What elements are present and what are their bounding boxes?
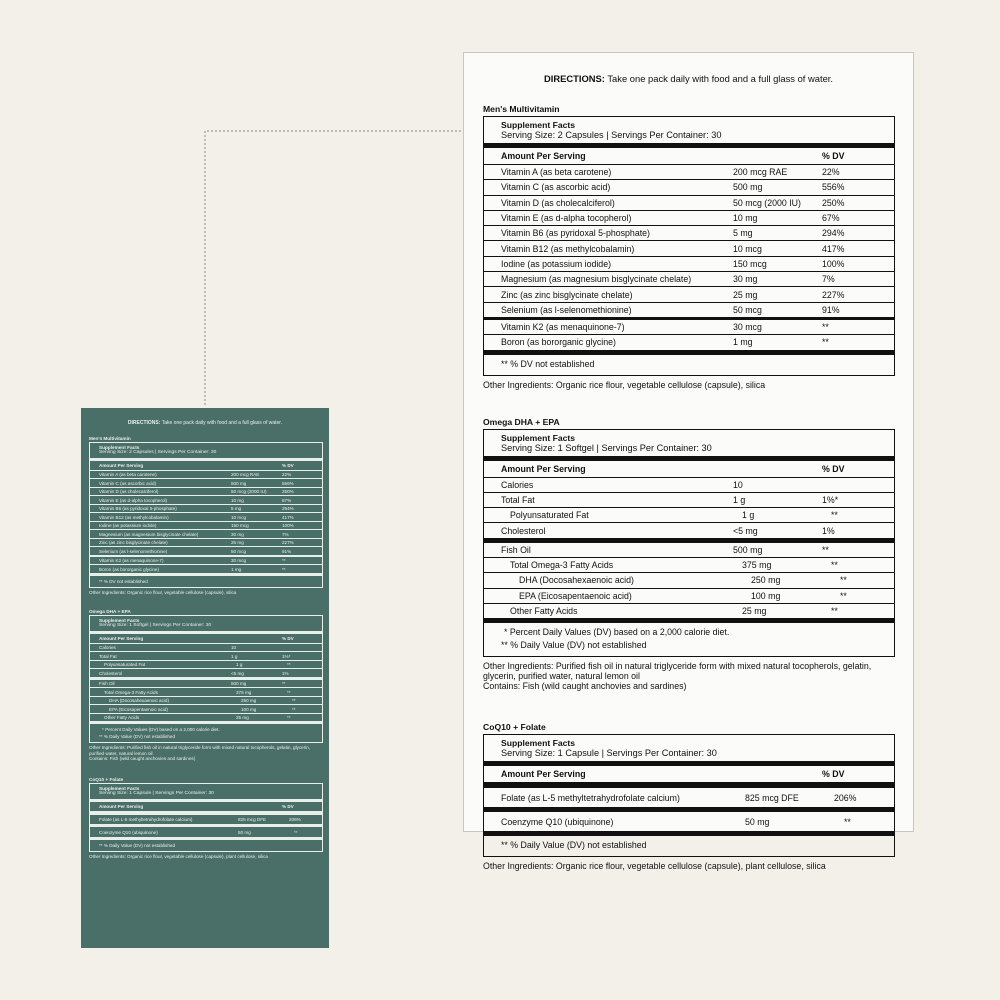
- nutrient-name: Other Fatty Acids: [104, 715, 140, 721]
- nutrient-dv: **: [831, 560, 838, 571]
- facts-table-omega: [89, 615, 323, 743]
- nutrient-row: [90, 815, 322, 825]
- nutrient-name: Vitamin E (as d-alpha tocopherol): [501, 213, 632, 224]
- nutrient-amount: <5 mg: [733, 525, 758, 536]
- dv-note: ** % Daily Value (DV) not established: [99, 842, 176, 848]
- nutrient-dv: **: [831, 510, 838, 521]
- nutrient-amount: 5 mg: [231, 506, 242, 512]
- nutrient-row: [484, 573, 894, 588]
- nutrient-dv: **: [282, 566, 286, 572]
- facts-title: Supplement Facts: [501, 120, 576, 130]
- nutrient-amount: 50 mcg: [733, 304, 762, 315]
- other-ingredients: Other Ingredients: Organic rice flour, vegetable cellulose (capsule), plant cellulose, silica: [89, 853, 268, 859]
- nutrient-dv: 1%*: [282, 653, 291, 659]
- nutrient-row: [90, 505, 322, 514]
- nutrient-row: [484, 335, 894, 349]
- nutrient-name: EPA (Eicosapentaenoic acid): [519, 590, 632, 601]
- nutrient-dv: **: [292, 698, 296, 704]
- nutrient-name: Cholesterol: [99, 670, 123, 676]
- nutrient-amount: 200 mcg RAE: [231, 472, 260, 478]
- nutrient-row: [90, 539, 322, 548]
- facts-header: [90, 784, 322, 799]
- col-amount: Amount Per Serving: [99, 803, 144, 809]
- other-ingredients: Other Ingredients: Organic rice flour, vegetable cellulose (capsule), plant cellulose, silica: [483, 861, 826, 872]
- nutrient-amount: 25 mg: [733, 289, 758, 300]
- nutrient-dv: 206%: [834, 792, 857, 803]
- nutrient-amount: 5 mg: [733, 228, 753, 239]
- nutrient-name: Polyunsaturated Fat: [104, 662, 146, 668]
- nutrient-name: Coenzyme Q10 (ubiquinone): [501, 816, 614, 827]
- other-ingredients: Other Ingredients: Organic rice flour, vegetable cellulose (capsule), silica: [483, 379, 766, 390]
- col-amount: Amount Per Serving: [99, 462, 144, 468]
- nutrient-row: [484, 241, 894, 256]
- nutrient-amount: 10 mcg: [733, 243, 762, 254]
- nutrient-dv: 22%: [282, 472, 292, 478]
- other-ingredients: Other Ingredients: Purified fish oil in natural triglyceride form with mixed natural tocopherols, gelatin, glycerin, purified water, natural lemon oil Contains: Fish (wild caught anchovies and sardines): [483, 661, 894, 691]
- nutrient-amount: 1 g: [236, 662, 243, 668]
- nutrient-name: Vitamin C (as ascorbic acid): [99, 480, 157, 486]
- nutrient-amount: 375 mg: [236, 689, 252, 695]
- nutrient-row: [90, 513, 322, 522]
- nutrient-name: Fish Oil: [99, 681, 115, 687]
- nutrient-name: EPA (Eicosapentaenoic acid): [109, 706, 168, 712]
- nutrient-row: [90, 496, 322, 505]
- table-header: [484, 766, 894, 783]
- col-dv: % DV: [282, 462, 294, 468]
- nutrient-row: [484, 257, 894, 272]
- nutrient-row: [484, 287, 894, 302]
- nutrient-name: Iodine (as potassium iodide): [501, 258, 612, 269]
- nutrient-name: Vitamin D (as cholecalciferol): [501, 197, 615, 208]
- nutrient-amount: 10 mg: [231, 497, 244, 503]
- nutrient-dv: **: [831, 606, 838, 617]
- nutrient-amount: 25 mg: [742, 606, 767, 617]
- nutrient-row: [484, 478, 894, 493]
- nutrient-name: Zinc (as zinc bisglycinate chelate): [501, 289, 633, 300]
- facts-title: Supplement Facts: [99, 445, 140, 450]
- nutrient-dv: **: [287, 715, 291, 721]
- table-header: [90, 634, 322, 644]
- directions: DIRECTIONS: Take one pack daily with food and a full glass of water.: [543, 73, 834, 84]
- nutrient-dv: 100%: [822, 258, 845, 269]
- serving-info: Serving Size: 2 Capsules | Servings Per Container: 30: [501, 130, 722, 140]
- nutrient-name: Calories: [99, 645, 116, 651]
- facts-title: Supplement Facts: [501, 432, 576, 443]
- nutrient-name: Selenium (as l-selenomethionine): [99, 548, 168, 554]
- nutrient-row: [484, 272, 894, 287]
- nutrient-dv: 206%: [289, 817, 301, 822]
- nutrient-dv: **: [822, 322, 829, 333]
- nutrient-amount: 30 mcg: [733, 322, 762, 333]
- nutrient-row: [484, 543, 894, 558]
- nutrient-name: Magnesium (as magnesium bisglycinate chelate): [99, 531, 199, 537]
- nutrient-name: Vitamin B6 (as pyridoxal 5-phosphate): [501, 228, 650, 239]
- nutrient-name: Vitamin A (as beta carotene): [99, 472, 157, 478]
- nutrient-name: DHA (Docosahexaenoic acid): [109, 698, 170, 704]
- nutrient-row: [90, 547, 322, 555]
- nutrient-name: Total Omega-3 Fatty Acids: [104, 689, 158, 695]
- nutrient-name: Vitamin B12 (as methylcobalamin): [501, 243, 635, 254]
- nutrient-row: [90, 827, 322, 837]
- nutrient-row: [484, 508, 894, 523]
- section-title-mens: Men's Multivitamin: [89, 436, 131, 441]
- contains-note: Contains: Fish (wild caught anchovies and sardines): [483, 681, 687, 692]
- facts-title: Supplement Facts: [99, 618, 140, 624]
- nutrient-name: Boron (as bororganic glycine): [501, 337, 616, 348]
- nutrient-amount: 25 mg: [236, 715, 249, 721]
- nutrient-amount: 1 mg: [231, 566, 242, 572]
- nutrient-amount: 1 mg: [733, 337, 753, 348]
- nutrient-row: [90, 644, 322, 653]
- nutrient-dv: **: [840, 590, 847, 601]
- nutrient-amount: 10 mcg: [231, 514, 247, 520]
- nutrient-amount: 10 mg: [733, 213, 758, 224]
- nutrient-dv: 67%: [282, 497, 292, 503]
- nutrient-row: [484, 604, 894, 618]
- table-header: [90, 461, 322, 471]
- nutrient-row: [90, 471, 322, 480]
- nutrient-name: Cholesterol: [501, 525, 546, 536]
- col-amount: Amount Per Serving: [501, 463, 586, 474]
- nutrient-dv: **: [844, 816, 851, 827]
- nutrient-dv: 556%: [282, 480, 294, 486]
- nutrient-dv: 417%: [282, 514, 294, 520]
- nutrient-dv: 22%: [822, 167, 840, 178]
- nutrient-amount: 825 mcg DFE: [745, 792, 799, 803]
- nutrient-dv: 227%: [822, 289, 845, 300]
- dv-note: ** % Daily Value (DV) not established: [501, 840, 647, 851]
- nutrient-dv: 67%: [822, 213, 840, 224]
- dv-notes: [484, 623, 894, 656]
- col-amount: Amount Per Serving: [501, 769, 586, 780]
- facts-table-coq: [89, 783, 323, 852]
- nutrient-dv: 227%: [282, 540, 294, 546]
- nutrient-name: Total Fat: [99, 653, 117, 659]
- dv-note: * Percent Daily Values (DV) based on a 2,000 calorie diet.: [504, 627, 730, 638]
- facts-header: [90, 443, 322, 458]
- section-title-omega: Omega DHA + EPA: [483, 416, 560, 427]
- nutrient-amount: 500 mg: [231, 480, 247, 486]
- nutrient-row: [90, 680, 322, 689]
- nutrient-dv: 250%: [282, 489, 294, 495]
- nutrient-amount: 25 mg: [231, 540, 244, 546]
- nutrient-dv: **: [287, 689, 291, 695]
- nutrient-row: [484, 226, 894, 241]
- nutrient-dv: 1%: [822, 525, 835, 536]
- serving-info: Serving Size: 1 Capsule | Servings Per Container: 30: [99, 791, 214, 797]
- table-header: [90, 802, 322, 812]
- nutrient-amount: 150 mcg: [733, 258, 767, 269]
- dv-note: ** % Daily Value (DV) not established: [501, 640, 647, 651]
- nutrient-amount: 375 mg: [742, 560, 772, 571]
- nutrient-dv: 556%: [822, 182, 845, 193]
- nutrient-dv: **: [292, 706, 296, 712]
- nutrient-amount: 1 g: [742, 510, 755, 521]
- col-dv: % DV: [822, 151, 845, 161]
- nutrient-row: [484, 558, 894, 573]
- facts-title: Supplement Facts: [99, 785, 140, 791]
- nutrient-row: [90, 530, 322, 539]
- nutrient-amount: 100 mg: [751, 590, 781, 601]
- nutrient-dv: **: [282, 681, 286, 687]
- nutrient-row: [484, 180, 894, 195]
- nutrient-row: [90, 688, 322, 697]
- label-thumbnail[interactable]: [81, 408, 329, 948]
- nutrient-name: Vitamin D (as cholecalciferol): [99, 489, 159, 495]
- col-dv: % DV: [822, 463, 845, 474]
- dv-note: ** % DV not established: [99, 578, 148, 584]
- nutrient-name: Zinc (as zinc bisglycinate chelate): [99, 540, 168, 546]
- nutrient-amount: 825 mcg DFE: [238, 817, 267, 822]
- dv-note: ** % DV not established: [501, 358, 595, 369]
- nutrient-name: Polyunsaturated Fat: [510, 510, 589, 521]
- col-dv: % DV: [282, 635, 294, 641]
- nutrient-amount: 150 mcg: [231, 523, 249, 529]
- nutrient-dv: 91%: [822, 304, 840, 315]
- nutrient-dv: 250%: [822, 197, 845, 208]
- nutrient-dv: **: [822, 337, 829, 348]
- nutrient-row: [90, 661, 322, 670]
- nutrient-row: [90, 557, 322, 566]
- nutrient-row: [90, 669, 322, 677]
- label-detail: [463, 52, 914, 872]
- col-amount: Amount Per Serving: [99, 635, 144, 641]
- nutrient-row: [484, 812, 894, 831]
- nutrient-amount: 200 mcg RAE: [733, 167, 788, 178]
- nutrient-amount: 100 mg: [241, 706, 257, 712]
- nutrient-name: Folate (as L-5 methyltetrahydrofolate calcium): [501, 792, 680, 803]
- nutrient-row: [484, 211, 894, 226]
- nutrient-amount: <5 mg: [231, 670, 244, 676]
- nutrient-dv: 294%: [282, 506, 294, 512]
- nutrient-name: Vitamin K2 (as menaquinone-7): [99, 558, 164, 564]
- nutrient-amount: 500 mg: [231, 681, 247, 687]
- serving-info: Serving Size: 1 Softgel | Servings Per Container: 30: [501, 442, 712, 453]
- nutrient-name: Selenium (as l-selenomethionine): [501, 304, 632, 315]
- contains-note: Contains: Fish (wild caught anchovies and sardines): [89, 755, 196, 761]
- nutrient-dv: 294%: [822, 228, 845, 239]
- nutrient-row: [90, 522, 322, 531]
- nutrient-row: [90, 652, 322, 661]
- nutrient-amount: 30 mcg: [231, 558, 247, 564]
- nutrient-dv: 417%: [822, 243, 845, 254]
- dv-note: * Percent Daily Values (DV) based on a 2,000 calorie diet.: [102, 727, 220, 733]
- nutrient-dv: **: [840, 575, 847, 586]
- section-title-omega: Omega DHA + EPA: [89, 609, 131, 615]
- dv-note: ** % Daily Value (DV) not established: [99, 734, 176, 740]
- nutrient-row: [90, 714, 322, 722]
- nutrient-row: [484, 788, 894, 807]
- nutrient-name: Boron (as bororganic glycine): [99, 566, 160, 572]
- col-amount: Amount Per Serving: [501, 151, 586, 161]
- nutrient-amount: 50 mg: [238, 829, 251, 835]
- facts-table-omega: [483, 429, 895, 658]
- nutrient-dv: **: [282, 558, 286, 564]
- facts-table-mens: [89, 442, 323, 588]
- nutrient-row: [90, 479, 322, 488]
- nutrient-amount: 1 g: [231, 653, 238, 659]
- facts-header: [484, 735, 894, 761]
- nutrient-name: Other Fatty Acids: [510, 606, 578, 617]
- serving-info: Serving Size: 2 Capsules | Servings Per Container: 30: [99, 450, 217, 456]
- nutrient-row: [484, 493, 894, 508]
- nutrient-amount: 50 mcg (2000 IU): [733, 197, 801, 208]
- nutrient-amount: 10: [733, 479, 743, 490]
- table-header: [484, 148, 894, 165]
- col-dv: % DV: [822, 769, 845, 780]
- nutrient-name: Vitamin C (as ascorbic acid): [501, 182, 611, 193]
- nutrient-amount: 500 mg: [733, 544, 763, 555]
- nutrient-row: [90, 565, 322, 573]
- serving-info: Serving Size: 1 Softgel | Servings Per Container: 30: [99, 623, 212, 629]
- section-title-coq: CoQ10 + Folate: [483, 722, 546, 733]
- nutrient-amount: 250 mg: [241, 698, 257, 704]
- facts-title: Supplement Facts: [501, 738, 576, 749]
- nutrient-name: Iodine (as potassium iodide): [99, 523, 157, 529]
- nutrient-name: Total Fat: [501, 495, 535, 505]
- nutrient-row: [484, 196, 894, 211]
- nutrient-name: Magnesium (as magnesium bisglycinate chelate): [501, 274, 692, 285]
- nutrient-row: [90, 488, 322, 497]
- nutrient-dv: 7%: [282, 531, 289, 537]
- facts-header: [484, 117, 894, 143]
- nutrient-name: Vitamin E (as d-alpha tocopherol): [99, 497, 168, 503]
- nutrient-row: [484, 589, 894, 604]
- dv-notes: [90, 724, 322, 742]
- nutrient-amount: 50 mcg: [231, 548, 247, 554]
- nutrient-dv: 100%: [282, 523, 294, 529]
- nutrient-dv: 91%: [282, 548, 292, 554]
- other-ingredients: Other Ingredients: Organic rice flour, vegetable cellulose (capsule), silica: [89, 589, 237, 595]
- nutrient-row: [90, 705, 322, 714]
- serving-info: Serving Size: 1 Capsule | Servings Per Container: 30: [501, 748, 717, 759]
- nutrient-name: Calories: [501, 479, 534, 490]
- nutrient-name: Total Omega-3 Fatty Acids: [510, 560, 614, 571]
- nutrient-amount: 50 mcg (2000 IU): [231, 489, 267, 495]
- nutrient-dv: 1%*: [822, 495, 839, 505]
- nutrient-row: [90, 697, 322, 706]
- nutrient-amount: 30 mg: [733, 274, 758, 285]
- nutrient-name: Coenzyme Q10 (ubiquinone): [99, 829, 158, 835]
- section-title-mens: Men's Multivitamin: [483, 104, 560, 114]
- facts-table-coq: [483, 734, 895, 857]
- nutrient-amount: 250 mg: [751, 575, 781, 586]
- nutrient-row: [484, 320, 894, 335]
- nutrient-amount: 10: [231, 645, 237, 651]
- nutrient-dv: **: [294, 829, 298, 835]
- nutrient-name: Folate (as L-5 methyltetrahydrofolate calcium): [99, 817, 193, 822]
- nutrient-row: [484, 165, 894, 180]
- facts-header: [90, 616, 322, 631]
- nutrient-amount: 1 g: [733, 495, 746, 505]
- nutrient-name: Vitamin B12 (as methylcobalamin): [99, 514, 169, 520]
- section-title-coq: CoQ10 + Folate: [89, 776, 124, 782]
- nutrient-dv: 7%: [822, 274, 835, 285]
- nutrient-name: Vitamin K2 (as menaquinone-7): [501, 322, 625, 333]
- facts-header: [484, 430, 894, 456]
- nutrient-dv: **: [287, 662, 291, 668]
- nutrient-dv: **: [822, 544, 829, 555]
- col-dv: % DV: [282, 803, 294, 809]
- nutrient-name: DHA (Docosahexaenoic acid): [519, 575, 634, 586]
- facts-table-mens: [483, 116, 895, 376]
- table-header: [484, 461, 894, 478]
- nutrient-row: [484, 523, 894, 537]
- nutrient-amount: 30 mg: [231, 531, 244, 537]
- nutrient-dv: 1%: [282, 670, 289, 676]
- nutrient-name: Fish Oil: [501, 544, 531, 555]
- nutrient-amount: 50 mg: [745, 816, 770, 827]
- directions: DIRECTIONS: Take one pack daily with food and a full glass of water.: [127, 420, 283, 426]
- nutrient-amount: 500 mg: [733, 182, 763, 193]
- other-ingredients: Other Ingredients: Purified fish oil in natural triglyceride form with mixed natural tocopherols, gelatin, glycerin, purified water, natural lemon oil Contains: Fish (wild caught anchovies and sardines): [89, 745, 321, 761]
- nutrient-name: Vitamin B6 (as pyridoxal 5-phosphate): [99, 506, 177, 512]
- nutrient-name: Vitamin A (as beta carotene): [501, 167, 612, 178]
- nutrient-row: [484, 303, 894, 317]
